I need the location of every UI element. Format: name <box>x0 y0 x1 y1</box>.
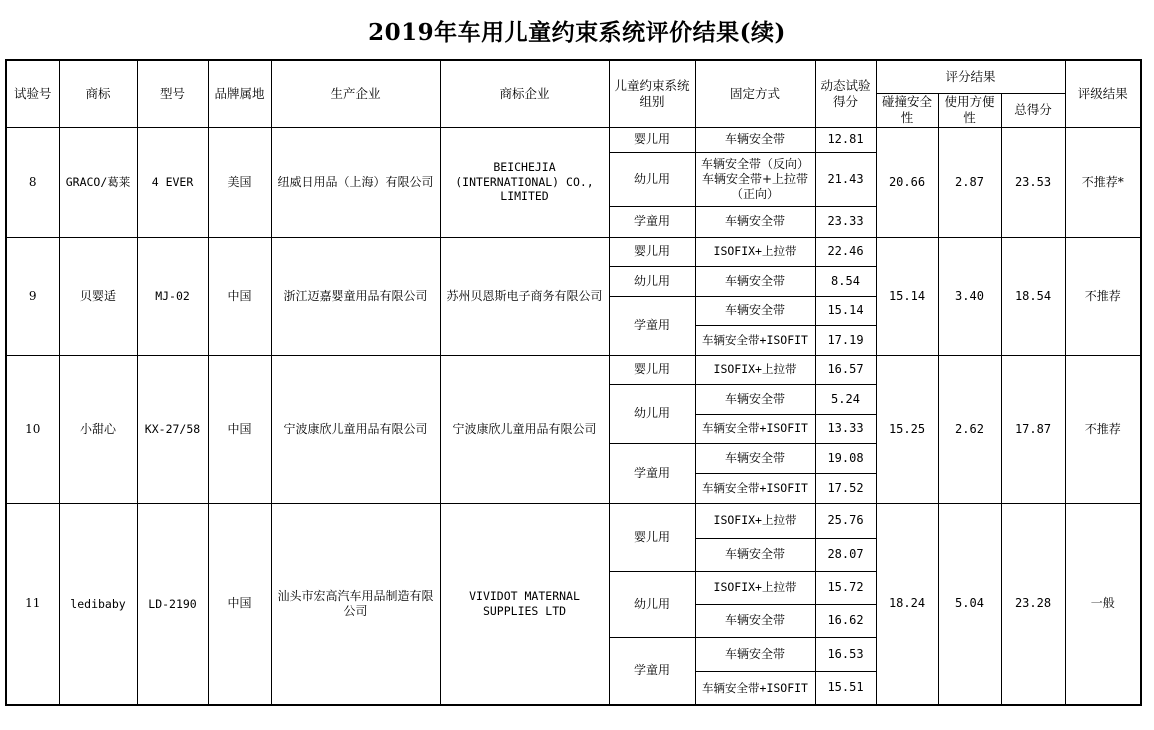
group-cell: 幼儿用 <box>609 152 695 206</box>
dynamic-score-cell: 25.76 <box>815 503 876 538</box>
header-test-no: 试验号 <box>6 60 59 127</box>
dynamic-score-cell: 16.57 <box>815 355 876 384</box>
group-cell: 婴儿用 <box>609 503 695 571</box>
header-brand-company: 商标企业 <box>440 60 609 127</box>
dynamic-score-cell: 16.53 <box>815 637 876 671</box>
fixing-cell: 车辆安全带 <box>695 266 815 296</box>
brand-cell: GRACO/葛莱 <box>59 127 137 237</box>
dynamic-score-cell: 22.46 <box>815 237 876 266</box>
dynamic-score-cell: 13.33 <box>815 414 876 443</box>
header-model: 型号 <box>137 60 208 127</box>
origin-cell: 中国 <box>208 355 271 503</box>
fixing-cell: 车辆安全带 <box>695 206 815 237</box>
group-cell: 幼儿用 <box>609 384 695 443</box>
group-cell: 幼儿用 <box>609 571 695 637</box>
fixing-cell: 车辆安全带 <box>695 443 815 473</box>
test-no-cell: 10 <box>6 355 59 503</box>
crash-safety-cell: 15.25 <box>876 355 938 503</box>
brand-company-cell: 宁波康欣儿童用品有限公司 <box>440 355 609 503</box>
dynamic-score-cell: 15.72 <box>815 571 876 604</box>
manufacturer-cell: 纽威日用品（上海）有限公司 <box>271 127 440 237</box>
rating-cell: 不推荐 <box>1065 355 1141 503</box>
rating-cell: 一般 <box>1065 503 1141 705</box>
dynamic-score-cell: 28.07 <box>815 538 876 571</box>
dynamic-score-cell: 17.19 <box>815 325 876 355</box>
fixing-cell: 车辆安全带 <box>695 637 815 671</box>
group-cell: 学童用 <box>609 206 695 237</box>
ease-of-use-cell: 5.04 <box>938 503 1001 705</box>
fixing-cell: 车辆安全带（反向） 车辆安全带+上拉带 （正向） <box>695 152 815 206</box>
group-cell: 婴儿用 <box>609 355 695 384</box>
ease-of-use-cell: 2.62 <box>938 355 1001 503</box>
fixing-cell: 车辆安全带 <box>695 604 815 637</box>
rating-cell: 不推荐* <box>1065 127 1141 237</box>
fixing-cell: 车辆安全带+ISOFIT <box>695 473 815 503</box>
header-rating: 评级结果 <box>1065 60 1141 127</box>
brand-cell: 小甜心 <box>59 355 137 503</box>
fixing-cell: ISOFIX+上拉带 <box>695 237 815 266</box>
dynamic-score-cell: 19.08 <box>815 443 876 473</box>
test-no-cell: 9 <box>6 237 59 355</box>
fixing-cell: ISOFIX+上拉带 <box>695 355 815 384</box>
total-score-cell: 23.53 <box>1001 127 1065 237</box>
model-cell: LD-2190 <box>137 503 208 705</box>
dynamic-score-cell: 15.14 <box>815 296 876 325</box>
fixing-cell: 车辆安全带+ISOFIT <box>695 671 815 705</box>
crash-safety-cell: 15.14 <box>876 237 938 355</box>
fixing-cell: 车辆安全带 <box>695 127 815 152</box>
dynamic-score-cell: 8.54 <box>815 266 876 296</box>
model-cell: KX-27/58 <box>137 355 208 503</box>
manufacturer-cell: 宁波康欣儿童用品有限公司 <box>271 355 440 503</box>
results-table <box>5 59 1142 706</box>
header-score-group: 评分结果 <box>876 60 1065 93</box>
ease-of-use-cell: 2.87 <box>938 127 1001 237</box>
table-row <box>6 355 1141 384</box>
header-brand: 商标 <box>59 60 137 127</box>
header-dynamic-score: 动态试验得分 <box>815 60 876 127</box>
page-title: 2019年车用儿童约束系统评价结果(续) <box>368 19 786 46</box>
brand-company-cell: BEICHEJIA (INTERNATIONAL) CO., LIMITED <box>440 127 609 237</box>
brand-company-cell: VIVIDOT MATERNAL SUPPLIES LTD <box>440 503 609 705</box>
model-cell: 4 EVER <box>137 127 208 237</box>
brand-cell: 贝婴适 <box>59 237 137 355</box>
table-row <box>6 237 1141 266</box>
dynamic-score-cell: 21.43 <box>815 152 876 206</box>
table-header <box>6 60 1141 127</box>
fixing-cell: 车辆安全带 <box>695 384 815 414</box>
brand-cell: ledibaby <box>59 503 137 705</box>
brand-company-cell: 苏州贝恩斯电子商务有限公司 <box>440 237 609 355</box>
origin-cell: 美国 <box>208 127 271 237</box>
header-ease-of-use: 使用方便性 <box>938 93 1001 127</box>
fixing-cell: ISOFIX+上拉带 <box>695 571 815 604</box>
dynamic-score-cell: 17.52 <box>815 473 876 503</box>
group-cell: 学童用 <box>609 443 695 503</box>
rating-cell: 不推荐 <box>1065 237 1141 355</box>
group-cell: 幼儿用 <box>609 266 695 296</box>
model-cell: MJ-02 <box>137 237 208 355</box>
group-cell: 婴儿用 <box>609 127 695 152</box>
total-score-cell: 23.28 <box>1001 503 1065 705</box>
crash-safety-cell: 18.24 <box>876 503 938 705</box>
fixing-cell: 车辆安全带+ISOFIT <box>695 325 815 355</box>
fixing-cell: 车辆安全带+ISOFIT <box>695 414 815 443</box>
header-group: 儿童约束系统组别 <box>609 60 695 127</box>
group-cell: 学童用 <box>609 296 695 355</box>
group-cell: 学童用 <box>609 637 695 705</box>
header-origin: 品牌属地 <box>208 60 271 127</box>
dynamic-score-cell: 12.81 <box>815 127 876 152</box>
table-body <box>6 127 1141 705</box>
header-total: 总得分 <box>1001 93 1065 127</box>
origin-cell: 中国 <box>208 503 271 705</box>
table-row <box>6 503 1141 538</box>
manufacturer-cell: 汕头市宏高汽车用品制造有限公司 <box>271 503 440 705</box>
dynamic-score-cell: 5.24 <box>815 384 876 414</box>
table-row <box>6 127 1141 152</box>
fixing-cell: ISOFIX+上拉带 <box>695 503 815 538</box>
test-no-cell: 11 <box>6 503 59 705</box>
test-no-cell: 8 <box>6 127 59 237</box>
total-score-cell: 18.54 <box>1001 237 1065 355</box>
manufacturer-cell: 浙江迈嘉婴童用品有限公司 <box>271 237 440 355</box>
dynamic-score-cell: 23.33 <box>815 206 876 237</box>
ease-of-use-cell: 3.40 <box>938 237 1001 355</box>
total-score-cell: 17.87 <box>1001 355 1065 503</box>
header-manufacturer: 生产企业 <box>271 60 440 127</box>
header-crash-safety: 碰撞安全性 <box>876 93 938 127</box>
origin-cell: 中国 <box>208 237 271 355</box>
fixing-cell: 车辆安全带 <box>695 296 815 325</box>
fixing-cell: 车辆安全带 <box>695 538 815 571</box>
group-cell: 婴儿用 <box>609 237 695 266</box>
dynamic-score-cell: 16.62 <box>815 604 876 637</box>
crash-safety-cell: 20.66 <box>876 127 938 237</box>
dynamic-score-cell: 15.51 <box>815 671 876 705</box>
header-fixing: 固定方式 <box>695 60 815 127</box>
